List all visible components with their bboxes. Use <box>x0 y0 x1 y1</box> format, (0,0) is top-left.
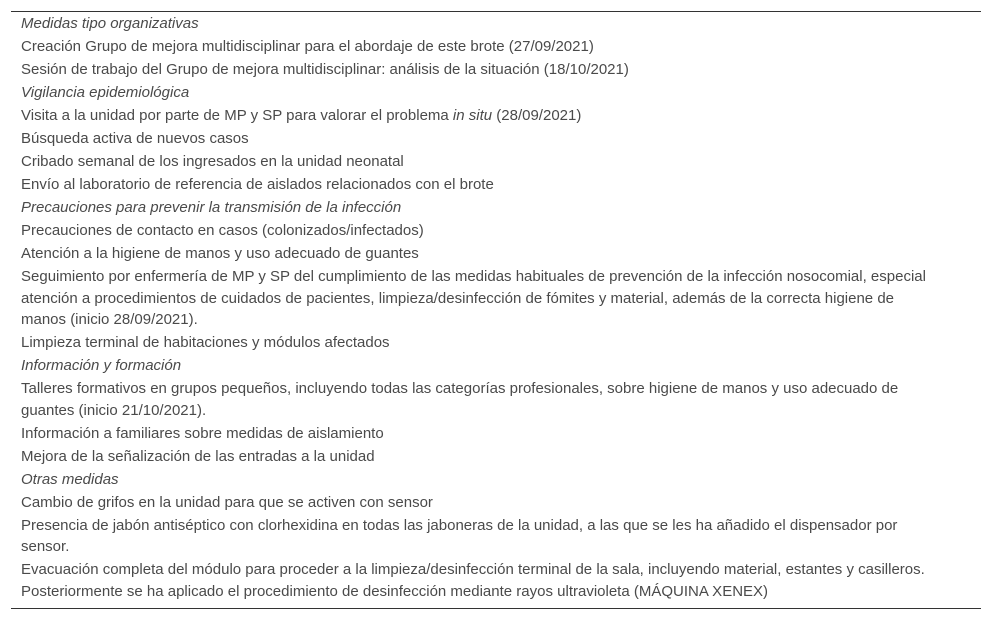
section-heading-surveillance: Vigilancia epidemiológica <box>21 84 190 101</box>
table-row: Búsqueda activa de nuevos casos <box>21 130 249 147</box>
table-row: Seguimiento por enfermería de MP y SP del cumplimiento de las medidas habituales de prevención de la infección nosocomial, especial atención a procedimientos de cuidados de pacientes, limpieza/desinfección de fómites y material, además de la correcta higiene de manos (inicio 28/09/2021). <box>21 268 926 328</box>
measures-table <box>11 11 981 609</box>
table-row: Limpieza terminal de habitaciones y módulos afectados <box>21 334 390 351</box>
table-row: Talleres formativos en grupos pequeños, incluyendo todas las categorías profesionales, sobre higiene de manos y uso adecuado de guantes (inicio 21/10/2021). <box>21 380 899 419</box>
table-row: Información a familiares sobre medidas de aislamiento <box>21 424 384 442</box>
row-text: (28/09/2021) <box>492 107 582 124</box>
table-row: Cribado semanal de los ingresados en la unidad neonatal <box>21 153 404 170</box>
row-text: Visita a la unidad por parte de MP y SP para valorar el problema <box>21 107 453 124</box>
table-row: Sesión de trabajo del Grupo de mejora multidisciplinar: análisis de la situación (18/10/2021) <box>21 61 629 78</box>
table-row: Cambio de grifos en la unidad para que se activen con sensor <box>21 493 433 511</box>
row-emphasis: in situ <box>452 107 493 124</box>
section-heading-organizational: Medidas tipo organizativas <box>21 15 199 32</box>
table-row <box>11 105 981 127</box>
section-heading-information: Información y formación <box>21 357 182 374</box>
table-row: Mejora de la señalización de las entradas a la unidad <box>21 447 375 465</box>
table-row: Presencia de jabón antiséptico con clorhexidina en todas las jaboneras de la unidad, a las que se les ha añadido el dispensador por sensor. <box>21 516 898 555</box>
table-row: Creación Grupo de mejora multidisciplinar para el abordaje de este brote (27/09/2021) <box>21 38 594 55</box>
table-row: Evacuación completa del módulo para proceder a la limpieza/desinfección terminal de la sala, incluyendo material, estantes y casilleros. Posteriormente se ha aplicado el procedimiento de desinfección mediante rayos ultravioleta (MÁQUINA XENEX) <box>21 561 925 600</box>
table-row: Envío al laboratorio de referencia de aislados relacionados con el brote <box>21 176 494 193</box>
section-heading-other: Otras medidas <box>21 470 119 488</box>
table-row: Atención a la higiene de manos y uso adecuado de guantes <box>21 245 419 262</box>
section-heading-precautions: Precauciones para prevenir la transmisión de la infección <box>21 199 402 216</box>
table-row: Precauciones de contacto en casos (colonizados/infectados) <box>21 222 424 239</box>
